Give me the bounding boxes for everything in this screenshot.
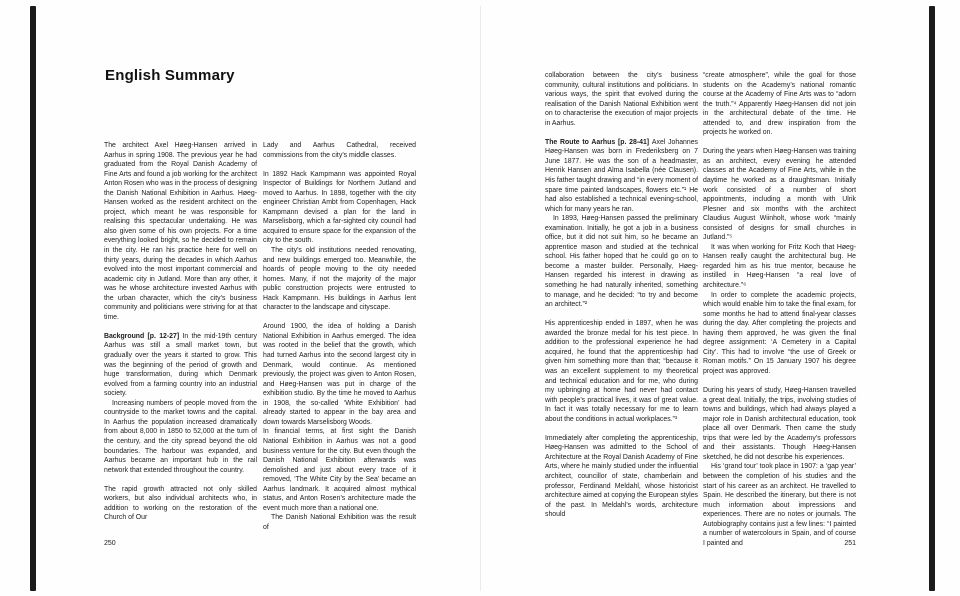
paragraph: During the years when Høeg-Hansen was training as an architect, every evening he attended classes at the Academy of Fine Arts, while in the daytime he worked as a draughtsman. Initially work consisted of a number of short appointments, including a month with Ulrik Plesner and six months with the architect Claudius August Wiinholt, whose work “mainly consisted of designs for small churches in Jutland.”⁵ (703, 148, 856, 242)
paragraph: His apprenticeship ended in 1897, when he was awarded the bronze medal for his test piece. In addition to the professional experience he had acquired, he found that the apprenticeship had given him something more than that; “because it was an excellent supplement to my theoretical and technical education and for me, who during my upbringing at home had never had contact with people’s practical lives, it was of great value. In fact it was totally necessary for me to learn about the conditions in actual workplaces.”³ (545, 320, 698, 423)
section-paragraph: The Route to Aarhus [p. 28-41] Axel Johannes Høeg-Hansen was born in Frederiksberg on 7 June 1877. He was the son of a headmaster, Henrik Hansen and Alma Isabella (née Clausen). His father taught drawing and “in every moment of spare time painted landscapes, flowers etc.”¹ He had also established a technical evening-school, which for many years he ran. (545, 138, 698, 213)
page-title: English Summary (105, 67, 235, 84)
paragraph: His ‘grand tour’ took place in 1907: a ‘gap year’ between the completion of his studies and the start of his career as an architect. He travelled to Spain. He described the itinerary, but there is not much information about impressions and experiences. There are no notes or journals. The Autobiography contains just a few lines: “I painted a number of watercolours in Spain, and of course I painted and (703, 463, 856, 547)
book-edge-left (30, 6, 36, 591)
page-number-left: 250 (104, 540, 116, 547)
left-page-column-1 (104, 141, 257, 523)
page-number-right: 251 (844, 540, 856, 547)
section-paragraph: Background [p. 12-27] In the mid-19th century Aarhus was still a small market town, but gradually over the years it started to grow. This was the beginning of the period of growth and huge transformation, during which Denmark evolved from a farming country into an industrial society. (104, 332, 257, 398)
paragraph: Increasing numbers of people moved from the countryside to the market towns and the capital. In Aarhus the population increased dramatically from about 8,000 in 1850 to 52,000 at the turn of the century, and the city spread beyond the old boundaries. The harbour was expanded, and Aarhus became an important hub in the rail network that extended throughout the country. (104, 399, 257, 474)
paragraph: Immediately after completing the apprenticeship, Høeg-Hansen was admitted to the School of Architecture at the Royal Danish Academy of Fine Arts, where he mainly studied under the influential architect, councillor of state, chamberlain and professor, Ferdinand Meldahl, whose historicist architecture aimed at copying the European styles of the past. In Meldahl’s words, architecture should (545, 434, 698, 519)
right-page-column-2 (703, 71, 856, 548)
right-page-column-1 (545, 71, 698, 520)
paragraph: “create atmosphere”, while the goal for those students on the Academy’s national romantic course at the Academy of Fine Arts was to “adorn the truth.”⁴ Apparently Høeg-Hansen did not join in the architectural debate of the time. He attended to, and drew inspiration from the projects he worked on. (703, 72, 856, 137)
paragraph: collaboration between the city’s business community, cultural institutions and politicians. In various ways, the spirit that evolved during the realisation of the Danish National Exhibition went on to characterise the execution of major projects in Aarhus. (545, 72, 698, 127)
paragraph: The city’s old institutions needed renovating, and new buildings emerged too. Meanwhile, the hoards of people moving to the city needed homes. Many, if not the majority of the major public construction projects were entrusted to Hack Kampmann. His buildings in Aarhus lent character to the landscape and cityscape. (263, 247, 416, 312)
paragraph: During his years of study, Høeg-Hansen travelled a great deal. Initially, the trips, involving studies of towns and buildings, which had always played a major role in Danish architectural education, took place all over Denmark. Then came the study trips that were led by the Academy’s professors and their assistants. Though Høeg-Hansen sketched, he did not describe his experiences. (703, 387, 856, 461)
section-heading: The Route to Aarhus [p. 28-41] (545, 138, 652, 146)
section-heading: Background [p. 12-27] (104, 332, 183, 340)
paragraph: In financial terms, at first sight the Danish National Exhibition in Aarhus was not a good business venture for the city. But even though the Danish National Exhibition afterwards was demolished and just about every trace of it removed, ‘The White City by the Sea’ became an Aarhus landmark. It acquired almost mythical status, and Anton Rosen’s architecture made the event much more than a national one. (263, 428, 416, 512)
book-edge-right (929, 6, 935, 591)
paragraph: In order to complete the academic projects, which would enable him to take the final exam, for some months he had to attend final-year classes during the day. After completing the projects and having them approved, he was given the final degree assignment: ‘A Cemetery in a Capital City’. This had to involve “the use of Greek or Roman motifs.” On 15 January 1907 his degree project was approved. (703, 291, 856, 375)
left-page-column-2 (263, 141, 416, 532)
paragraph: In 1893, Høeg-Hansen passed the preliminary examination. Initially, he got a job in a business office, but it did not suit him, so he became an apprentice mason and studied at the technical school. His father hoped that he could go on to become a master builder. Personally, Høeg-Hansen regarded his interest in drawing as something he had naturally inherited, something to manage, and he decided: “to try and become an architect.”² (545, 215, 698, 309)
paragraph: In 1892 Hack Kampmann was appointed Royal Inspector of Buildings for Northern Jutland and moved to Aarhus. In 1898, together with the city engineer Christian Ambt from Copenhagen, Hack Kampmann devised a plan for the land in Marselisborg, which a far-sighted city council had acquired to ensure space for the expansion of the city to the south. (263, 170, 416, 245)
page-gutter (480, 6, 481, 591)
paragraph: Lady and Aarhus Cathedral, received commissions from the city’s middle classes. (263, 142, 416, 159)
paragraph: The Danish National Exhibition was the result of (263, 514, 416, 531)
paragraph: It was when working for Fritz Koch that Høeg-Hansen really caught the architectural bug. He regarded him as his true mentor, because he instilled in Høeg-Hansen “a real love of architecture.”⁶ (703, 243, 856, 290)
paragraph: The architect Axel Høeg-Hansen arrived in Aarhus in spring 1908. The previous year he had graduated from the Royal Danish Academy of Fine Arts and found a job working for the architect Anton Rosen who was in the process of designing the Danish National Exhibition in Aarhus. Høeg-Hansen worked as the resident architect on the project, which meant he was responsible for realising this spectacular undertaking. He was also given some of his own projects. For a time everything looked bright, so he decided to remain in the city. He ran his practice here for well on thirty years, during the decades in which Aarhus evolved into the most important commercial and academic city in Jutland. More than any other, it was he whose architecture invested Aarhus with the urban character, which the city’s business community and politicians were striving for at that time. (104, 142, 257, 321)
paragraph: The rapid growth attracted not only skilled workers, but also individual architects who, in addition to working on the restoration of the Church of Our (104, 485, 257, 522)
paragraph: Around 1900, the idea of holding a Danish National Exhibition in Aarhus emerged. The idea was rooted in the belief that the growth, which had turned Aarhus into the second largest city in Denmark, would continue. As mentioned previously, the project was given to Anton Rosen, and Høeg-Hansen was put in charge of the exhibition studio. By the time he moved to Aarhus in 1908, the so-called ‘White Exhibition’ had already started to appear in the bay area and down towards Marselisborg Woods. (263, 323, 416, 426)
